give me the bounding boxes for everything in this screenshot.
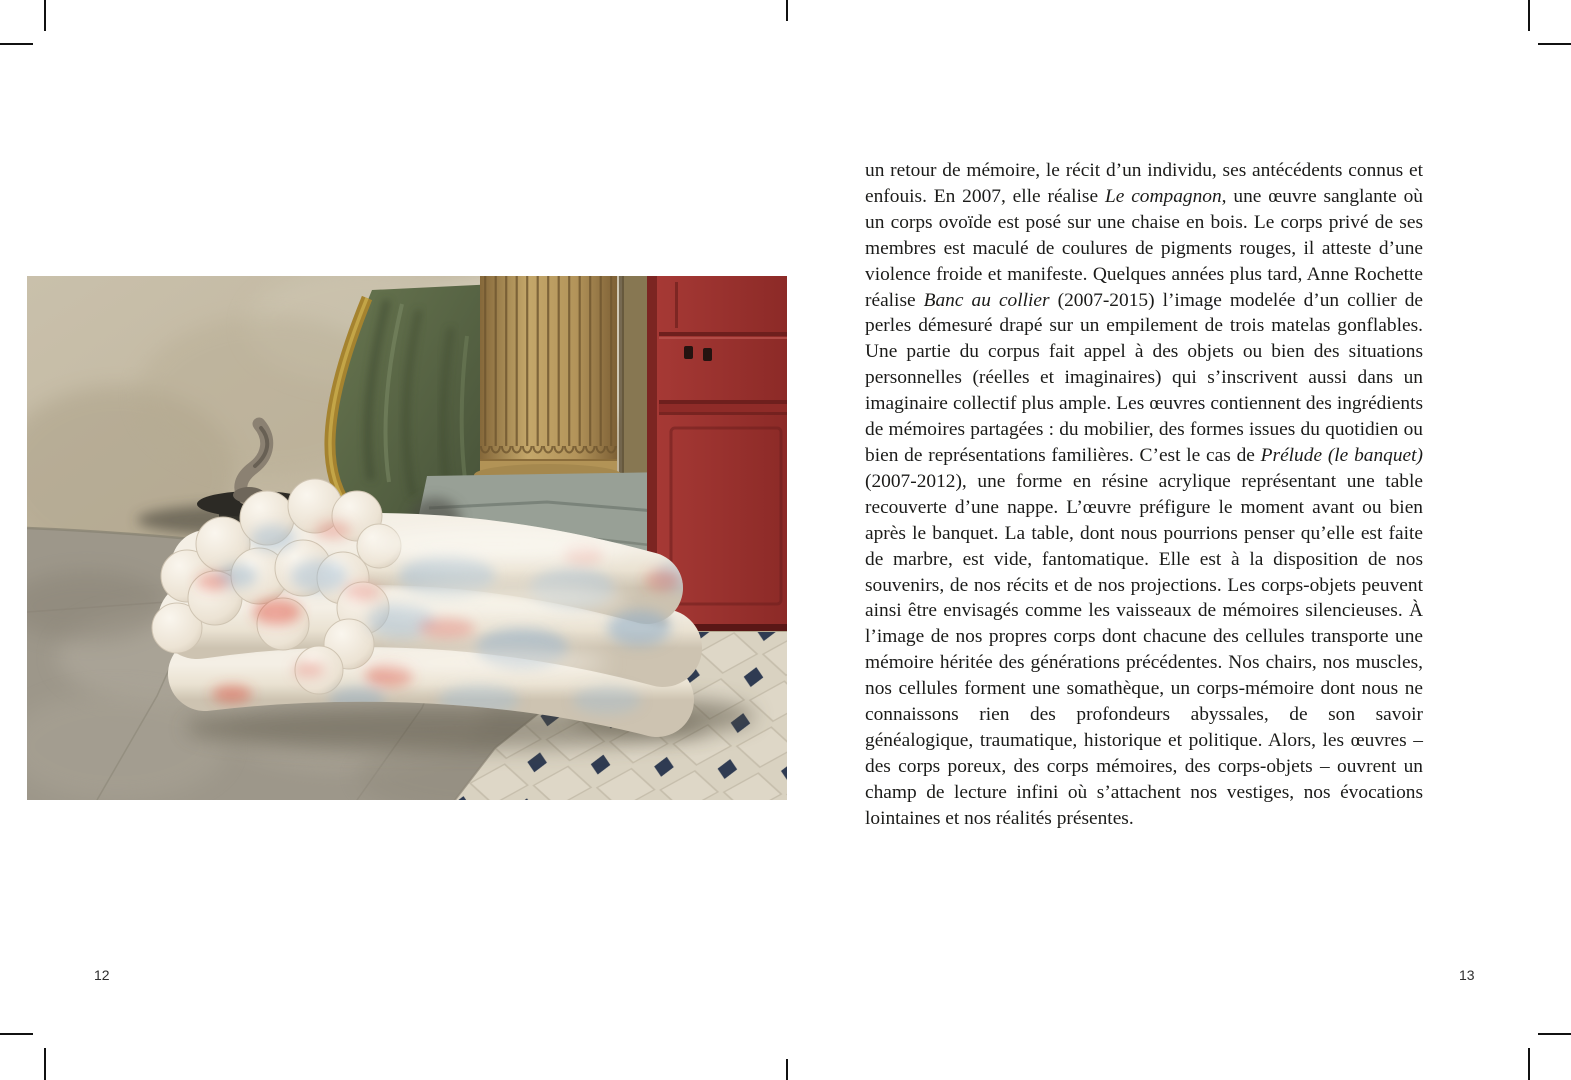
page-number-right: 13 [1459, 967, 1475, 983]
body-text-segment: (2007-2012), une forme en résine acrylique représentant une table recouverte d’une nappe. L’œuvre préfigure le moment avant ou bien après le banquet. La table, dont nous pourrions penser qu’elle est faite de marbre, est vide, fantomatique. Elle est à la disposition de nos souvenirs, de nos récits et de nos projections. Les corps-objets peuvent ainsi être envisagés comme les vaisseaux de mémoires silencieuses. À l’image de nos propres corps dont chacune des cellules transporte une mémoire héritée des générations précédentes. Nos chairs, nos muscles, nos cellules forment une somathèque, un corps-mémoire dont nous ne connaissons rien des profondeurs abyssales, de son savoir généalogique, traumatique, historique et politique. Alors, les œuvres – des corps poreux, des corps mémoires, des corps-objets – ouvrent un champ de lecture infini où s’attachent nos vestiges, nos évocations lointaines et nos réalités présentes. [865, 470, 1423, 829]
body-text-segment: , une œuvre sanglante où un corps ovoïde est posé sur une chaise en bois. Le corps privé de ses membres est maculé de coulures de pigments rouges, il atteste d’une violence froide et manifeste. Quelques années plus tard, Anne Rochette réalise [865, 185, 1423, 311]
page-number-left: 12 [94, 967, 110, 983]
crop-mark-bottom-left-h [0, 1033, 33, 1035]
body-text-italic-segment: Banc au collier [923, 289, 1050, 311]
body-text-italic-segment: Le compagnon [1104, 185, 1222, 207]
crop-mark-top-right-v [1528, 0, 1530, 31]
crop-mark-top-right-h [1538, 43, 1571, 45]
crop-mark-bottom-left-v [44, 1048, 46, 1080]
body-text-italic-segment: Prélude (le banquet) [1260, 444, 1423, 466]
crop-mark-bottom-center [786, 1059, 788, 1080]
crop-mark-top-left-h [0, 43, 33, 45]
crop-mark-bottom-right-v [1528, 1048, 1530, 1080]
crop-mark-top-center [786, 0, 788, 21]
body-text [865, 158, 1423, 832]
artwork-photo [27, 276, 787, 800]
crop-mark-top-left-v [44, 0, 46, 31]
crop-mark-bottom-right-h [1538, 1033, 1571, 1035]
body-text-segment: (2007-2015) l’image modelée d’un collier de perles démesuré drapé sur un empilement de trois matelas gonflables. Une partie du corpus fait appel à des objets ou bien des situations personnelles (réelles et imaginaires) qui s’inscrivent aussi dans un imaginaire collectif plus ample. Les œuvres contiennent des ingrédients de mémoires partagées : du mobilier, des formes issues du quotidien ou bien de représentations familières. C’est le cas de [865, 289, 1424, 466]
body-text-segment: un retour de mémoire, le récit d’un individu, ses antécédents connus et enfouis. En 2007, elle réalise [865, 160, 1423, 207]
